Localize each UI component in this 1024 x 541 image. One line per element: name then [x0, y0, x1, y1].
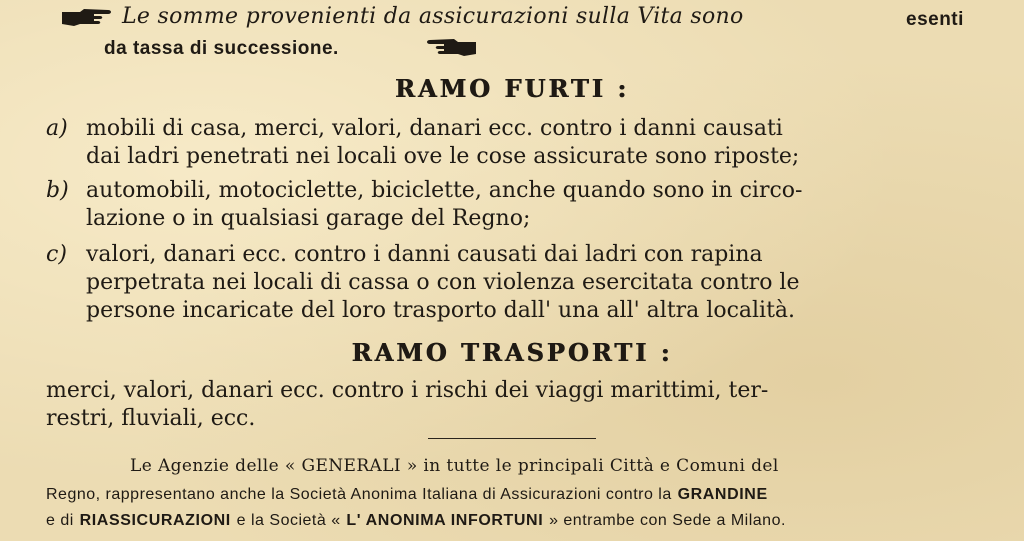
agency-grandine: GRANDINE [677, 486, 768, 503]
trasporti-text-1: merci, valori, danari ecc. contro i rischi dei viaggi marittimi, ter- [46, 378, 769, 403]
agency-text-1: Le Agenzie delle « GENERALI » in tutte le principali Città e Comuni del [130, 456, 779, 476]
furti-item-a-line-1 [46, 116, 783, 142]
agency-line-3 [46, 508, 786, 533]
agency-riassicurazioni: RIASSICURAZIONI [79, 512, 231, 529]
item-a-text-2: dai ladri penetrati nei locali ove le cose assicurate sono riposte; [86, 144, 800, 169]
item-marker-a: a) [46, 116, 68, 141]
item-c-text-2: perpetrata nei locali di cassa o con violenza esercitata contro le [86, 270, 800, 295]
furti-item-c-line-1 [46, 242, 763, 268]
item-c-text-1: valori, danari ecc. contro i danni causati dai ladri con rapina [86, 242, 763, 267]
agency-line-2 [46, 482, 768, 507]
item-a-text-1: mobili di casa, merci, valori, danari ecc. contro i danni causati [86, 116, 783, 141]
pointing-hand-left-icon [416, 36, 478, 65]
heading-ramo-trasporti: RAMO TRASPORTI : [351, 338, 673, 367]
notice-line-2-text: da tassa di successione. [104, 38, 339, 59]
item-b-text-2: lazione o in qualsiasi garage del Regno; [86, 206, 531, 231]
furti-item-c-line-2 [46, 270, 800, 296]
agency-text-3a: e di [46, 512, 74, 529]
notice-italic-text: Le somme provenienti da assicurazioni sulla Vita sono [122, 4, 744, 29]
furti-item-b-line-2 [46, 206, 530, 232]
notice-bold-word: esenti [906, 9, 964, 30]
trasporti-text-2: restri, fluviali, ecc. [46, 406, 256, 431]
agency-text-3c: » entrambe con Sede a Milano. [549, 512, 786, 529]
item-marker-b: b) [46, 178, 69, 203]
separator-rule [428, 438, 596, 439]
agency-anonima-infortuni: L' ANONIMA INFORTUNI [346, 512, 544, 529]
heading-ramo-furti: RAMO FURTI : [394, 74, 630, 103]
agency-line-1 [130, 454, 779, 478]
trasporti-line-1 [46, 378, 768, 404]
furti-item-a-line-2 [46, 144, 799, 170]
item-b-text-1: automobili, motociclette, biciclette, anche quando sono in circo- [86, 178, 803, 203]
item-c-text-3: persone incaricate del loro trasporto dall' una all' altra località. [86, 298, 796, 323]
furti-item-c-line-3 [46, 298, 795, 324]
trasporti-line-2 [46, 406, 255, 432]
furti-item-b-line-1 [46, 178, 802, 204]
agency-text-3b: e la Società « [236, 512, 341, 529]
pointing-hand-right-icon [60, 6, 114, 35]
agency-text-2: Regno, rappresentano anche la Società Anonima Italiana di Assicurazioni contro la [46, 486, 672, 503]
item-marker-c: c) [46, 242, 67, 267]
